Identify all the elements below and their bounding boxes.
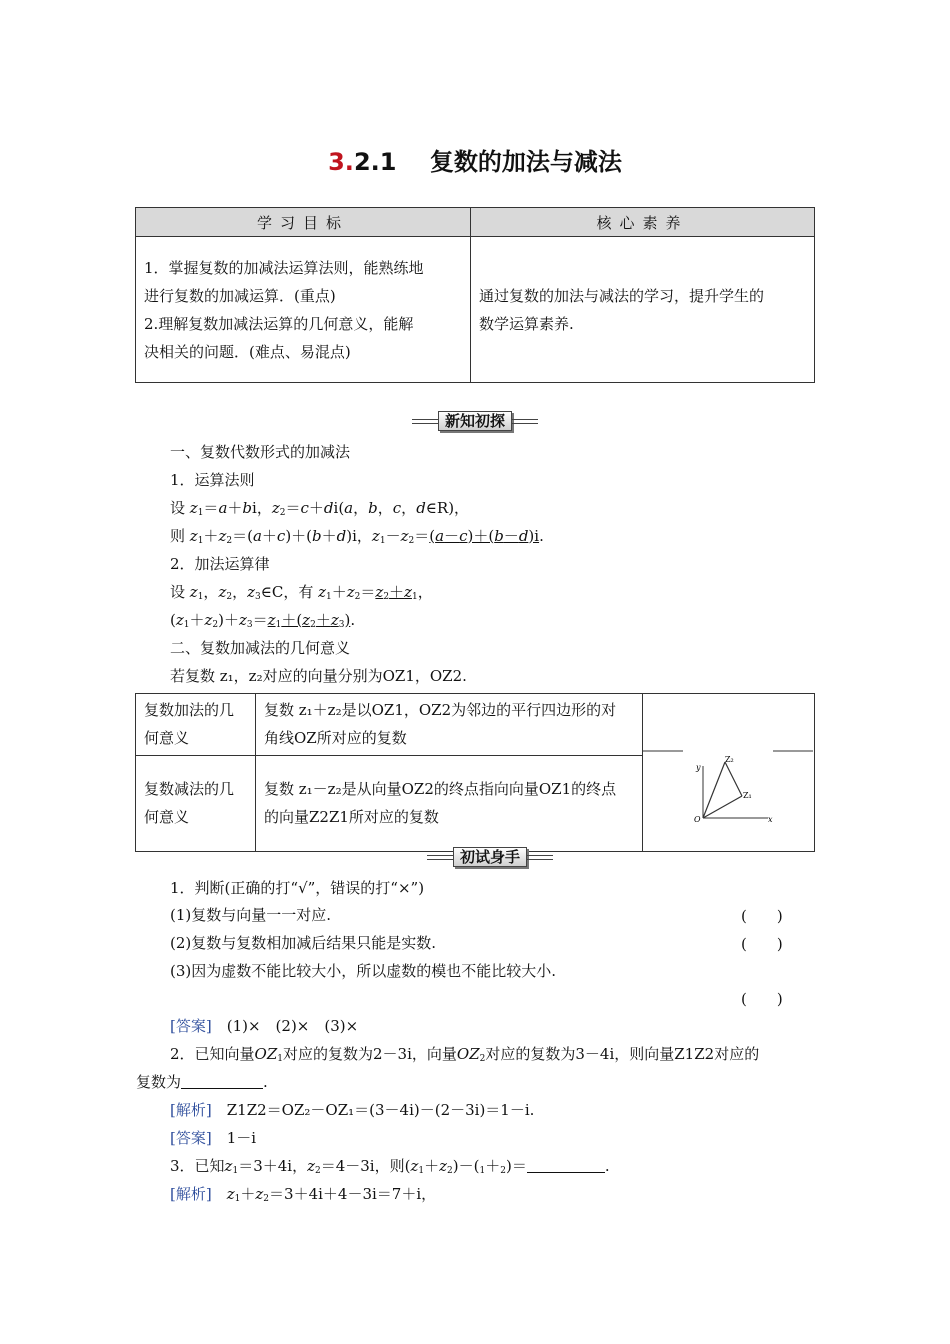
- q1-stem: 1．判断(正确的打“√”，错误的打“×”): [170, 879, 425, 897]
- objectives-header-right: 核心素养: [471, 208, 815, 237]
- objectives-header-left: 学习目标: [136, 208, 471, 237]
- q1-paren-2: ( ): [741, 935, 783, 953]
- answer-blank: [527, 1156, 605, 1173]
- section1-heading: 一、复数代数形式的加减法: [170, 443, 351, 461]
- q2-stem-line2: 复数为 .: [136, 1073, 268, 1091]
- vector-figure: [643, 694, 813, 842]
- objectives-table: [135, 207, 815, 383]
- subheading-rules: 1．运算法则: [170, 471, 255, 489]
- rule-definition: 设 $z_1=a+bi$，$z_2=c+di(a$，b，c，d∈R)，: [170, 499, 470, 518]
- z1-label: Z₁: [743, 791, 752, 800]
- title-text: 复数的加法与减法: [429, 148, 622, 176]
- sub-meaning-desc: 复数 z₁－z₂是从向量OZ2的终点指向向量OZ1的终点 的向量Z2Z1所对应的复数: [256, 755, 643, 851]
- q2-analysis: [解析] Z1Z2＝OZ₂－OZ₁＝(3－4i)－(2－3i)＝1－i.: [170, 1101, 535, 1119]
- subheading-laws: 2．加法运算律: [170, 555, 270, 573]
- section-number: 2.1: [353, 148, 397, 176]
- q2-answer: [答案] 1－i: [170, 1129, 257, 1147]
- q1-paren-3: ( ): [741, 990, 783, 1008]
- objective-line: 2.理解复数加减法运算的几何意义，能解: [144, 314, 414, 333]
- q1-item-3: (3)因为虚数不能比较大小，所以虚数的模也不能比较大小.: [170, 962, 557, 980]
- q3-analysis: [解析] $z_1+z_2=3+4i+4-3i=7+i$，: [170, 1185, 437, 1204]
- objectives-left-cell: [136, 237, 471, 383]
- law-commutative: 设 $z_1$，$z_2$，$z_3\in C$，有 $z_1+z_2=z_2+z_1$，: [170, 583, 433, 602]
- x-axis-label: x: [768, 815, 773, 824]
- q2-stem: 2．已知向量$OZ_1$对应的复数为2－3i，向量$OZ_2$对应的复数为3－4i，则向量Z1Z2对应的: [170, 1045, 760, 1064]
- section2-intro: 若复数 z₁，z₂对应的向量分别为OZ1，OZ2.: [170, 667, 467, 685]
- rule-formula: 则 $z_1+z_2=(a+c)+(b+d)i$，$z_1-z_2=(a-c)+(b-d)i$.: [170, 527, 544, 546]
- q1-item-2: (2)复数与复数相加减后结果只能是实数.: [170, 934, 437, 952]
- vector-figure-cell: [643, 694, 815, 852]
- banner-first-try: 初试身手: [427, 847, 553, 867]
- q3-stem: 3．已知$z_1=3+4i$，$z_2=4-3i$，则$(z_1+z_2)-(_1+_2)=$ .: [170, 1157, 610, 1176]
- literacy-line: 数学运算素养.: [479, 314, 574, 333]
- origin-label: O: [694, 815, 701, 824]
- banner-new-knowledge: 新知初探: [412, 411, 538, 431]
- objective-line: 决相关的问题．(难点、易混点): [144, 342, 351, 361]
- objective-line: 1．掌握复数的加减法运算法则，能熟练地: [144, 258, 424, 277]
- z2-label: Z₂: [725, 755, 734, 764]
- objectives-right-cell: [471, 237, 815, 383]
- geometric-meaning-table: [135, 693, 815, 852]
- add-meaning-desc: 复数 z₁＋z₂是以OZ1，OZ2为邻边的平行四边形的对 角线OZ所对应的复数: [256, 694, 643, 756]
- section-number-red: 3.: [328, 148, 354, 176]
- literacy-line: 通过复数的加法与减法的学习，提升学生的: [479, 286, 765, 305]
- answer-blank: [181, 1072, 263, 1089]
- q1-paren-1: ( ): [741, 907, 783, 925]
- y-axis-label: y: [696, 763, 701, 772]
- page-title: [0, 142, 950, 177]
- sub-meaning-label: 复数减法的几 何意义: [136, 755, 256, 851]
- section2-heading: 二、复数加减法的几何意义: [170, 639, 351, 657]
- objective-line: 进行复数的加减运算．(重点): [144, 286, 336, 305]
- law-associative: $(z_1+z_2)+z_3=z_1+(z_2+z_3)$.: [170, 611, 356, 630]
- q1-answer: [答案] (1)× (2)× (3)×: [170, 1017, 359, 1035]
- q1-item-1: (1)复数与向量一一对应.: [170, 906, 332, 924]
- add-meaning-label: 复数加法的几 何意义: [136, 694, 256, 756]
